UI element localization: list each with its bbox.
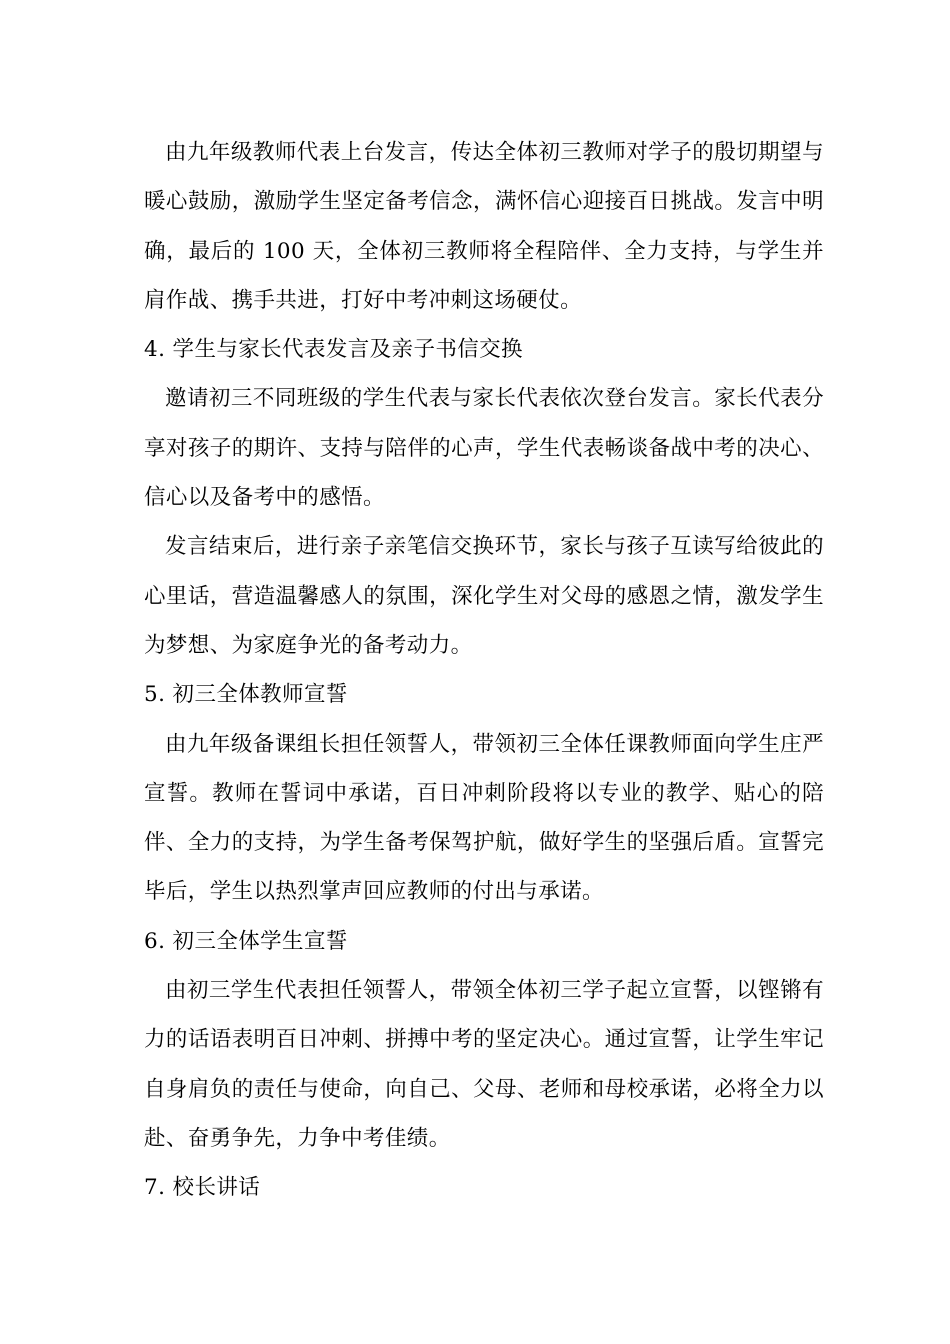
section-heading-4: 4. 学生与家长代表发言及亲子书信交换 (144, 337, 523, 363)
paragraph-teacher-oath: 由九年级备课组长担任领誓人，带领初三全体任课教师面向学生庄严宣誓。教师在誓词中承诺，百日冲刺阶段将以专业的教学、贴心的陪伴、全力的支持，为学生备考保驾护航，做好学生的坚强后盾。宣誓完毕后，学生以热烈掌声回应教师的付出与承诺。 (144, 731, 824, 905)
paragraph-representatives: 邀请初三不同班级的学生代表与家长代表依次登台发言。家长代表分享对孩子的期许、支持与陪伴的心声，学生代表畅谈备战中考的决心、信心以及备考中的感悟。 (144, 386, 824, 511)
paragraph-letter-exchange: 发言结束后，进行亲子亲笔信交换环节，家长与孩子互读写给彼此的心里话，营造温馨感人的氛围，深化学生对父母的感恩之情，激发学生为梦想、为家庭争光的备考动力。 (144, 534, 824, 658)
section-heading-7: 7. 校长讲话 (144, 1175, 261, 1201)
paragraph-teacher-speech: 由九年级教师代表上台发言，传达全体初三教师对学子的殷切期望与暖心鼓励，激励学生坚定备考信念，满怀信心迎接百日挑战。发言中明确，最后的 100 天，全体初三教师将全程陪伴、全力支持，与学生并肩作战、携手共进，打好中考冲刺这场硬仗。 (144, 140, 824, 313)
section-heading-6: 6. 初三全体学生宣誓 (144, 928, 348, 954)
document-page (144, 128, 824, 1213)
paragraph-student-oath: 由初三学生代表担任领誓人，带领全体初三学子起立宣誓，以铿锵有力的话语表明百日冲刺、拼搏中考的坚定决心。通过宣誓，让学生牢记自身肩负的责任与使命，向自己、父母、老师和母校承诺，必将全力以赴、奋勇争先，力争中考佳绩。 (144, 978, 824, 1151)
section-heading-5: 5. 初三全体教师宣誓 (144, 682, 348, 708)
